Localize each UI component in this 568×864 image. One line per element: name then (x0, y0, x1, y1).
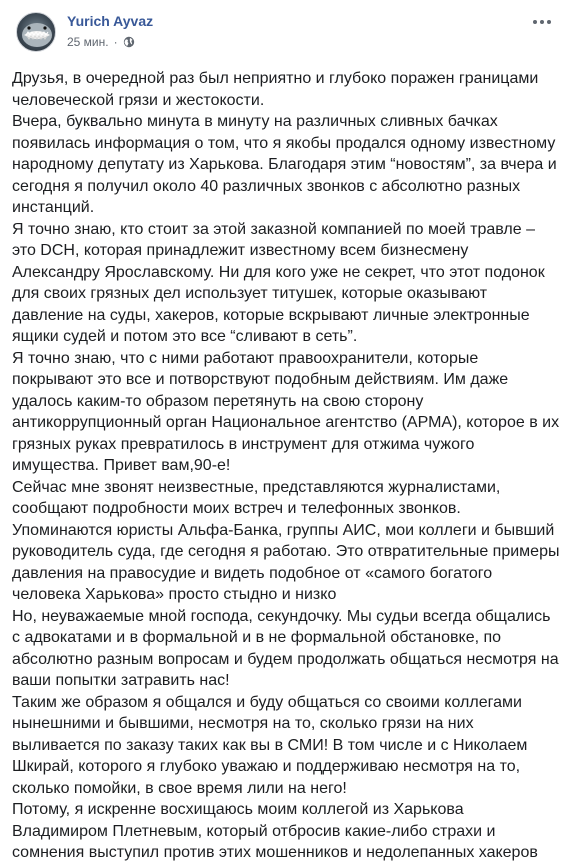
shark-avatar-image (17, 13, 57, 53)
post-header (0, 0, 568, 64)
post-paragraph-5: Сейчас мне звонят неизвестные, представляются журналистами, сообщают подробности моих встреч и телефонных звонков. Упоминаются юристы Альфа-Банка, группы АИС, мои коллеги и бывший руководитель суда, где сегодня я работаю. Это отвратительные примеры давления на правосудие и видеть подобное от «самого богатого человека Харькова» просто стыдно и низко (12, 478, 560, 603)
more-options-icon[interactable] (530, 10, 554, 34)
post-paragraph-8: Потому, я искренне восхищаюсь моим коллегой из Харькова Владимиром Плетневым, который отбросив какие-либо страхи и сомнения выступил против этих мошенников и недолепанных хакеров (12, 801, 538, 861)
globe-icon[interactable] (123, 36, 135, 48)
post-body (12, 68, 560, 864)
post-paragraph-6: Но, неуважаемые мной господа, секундочку. Мы судьи всегда общались с адвокатами и в формальной и в не формальной обстановке, по абсолютно разным вопросам и будем продолжать общаться несмотря на ваши попытки затравить нас! (12, 607, 559, 689)
post-paragraph-1: Друзья, в очередной раз был неприятно и глубоко поражен границами человеческой грязи и жестокости. (12, 70, 539, 109)
post-paragraph-2: Вчера, буквально минута в минуту на различных сливных бачках появилась информация о том, что я якобы продался одному известному народному депутату из Харькова. Благодаря этим “новостям”, за вчера и сегодня я получил около 40 различных звонков с абсолютно разных инстанций. (12, 113, 557, 216)
post-paragraph-3: Я точно знаю, кто стоит за этой заказной компанией по моей травле – это DCH, которая принадлежит известному всем бизнесмену Александру Ярославскому. Ни для кого уже не секрет, что этот подонок для своих грязных дел использует титушек, которые оказывают давление на суды, хакеров, которые вскрывают личные электронные ящики судей и потом это все “сливают в сеть”. (12, 220, 545, 345)
author-avatar[interactable] (16, 12, 56, 52)
meta-separator: · (113, 35, 118, 49)
post-paragraph-7: Таким же образом я общался и буду общаться со своими коллегами нынешними и бывшими, несмотря на то, сколько грязи на них выливается по заказу таких как вы в СМИ! В том числе и с Николаем Шкирай, которого я глубоко уважаю и поддерживаю несмотря на то, сколько помойки, в свое время лили на него! (12, 693, 528, 797)
post-meta (67, 35, 135, 49)
post-timestamp[interactable]: 25 мин. (67, 35, 109, 49)
author-name[interactable]: Yurich Ayvaz (67, 13, 154, 29)
post-paragraph-4: Я точно знаю, что с ними работают правоохранители, которые покрывают это все и потворствуют подобным действиям. Им даже удалось каким-то образом перетянуть на свою сторону антикоррупционный орган Национальное агентство (АРМА), которое в их грязных руках превратилось в инструмент для отжима чужого имущества. Привет вам,90-е! (12, 349, 560, 474)
